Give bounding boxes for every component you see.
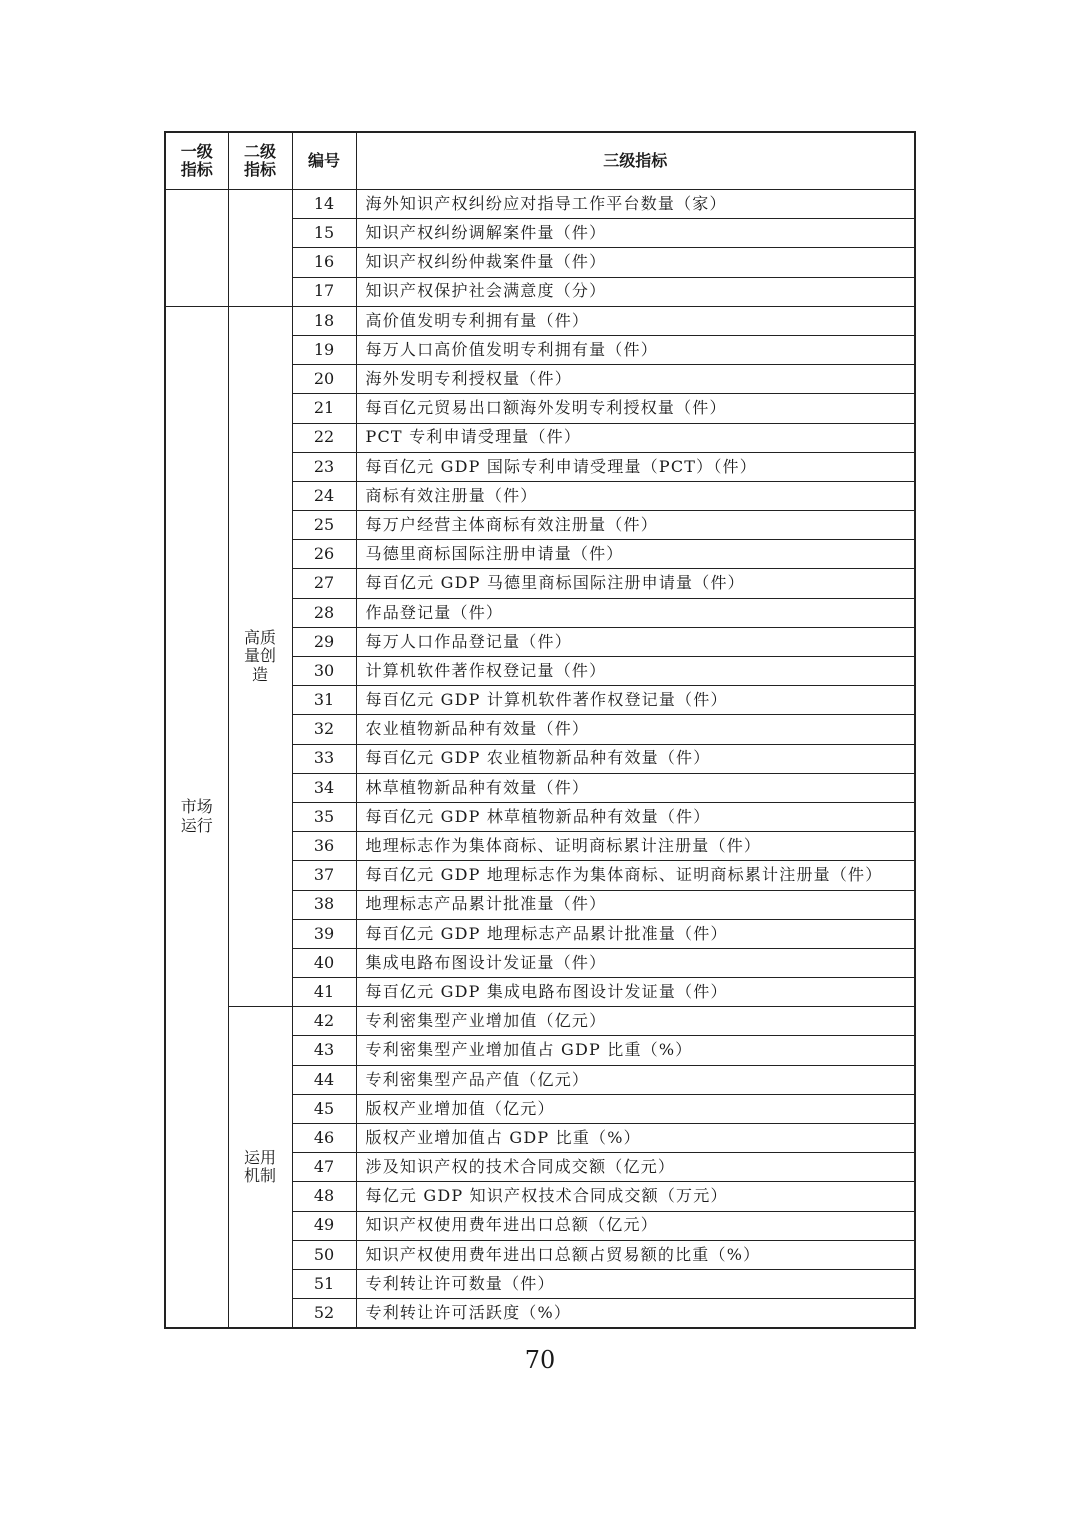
indicator-name: 马德里商标国际注册申请量（件） <box>356 540 915 569</box>
indicator-name: 计算机软件著作权登记量（件） <box>356 657 915 686</box>
indicator-name: 每百亿元 GDP 集成电路布图设计发证量（件） <box>356 978 915 1007</box>
indicator-name: 专利密集型产业增加值占 GDP 比重（%） <box>356 1036 915 1065</box>
indicator-name: 每亿元 GDP 知识产权技术合同成交额（万元） <box>356 1182 915 1211</box>
row-number: 33 <box>292 744 356 773</box>
indicator-name: 海外发明专利授权量（件） <box>356 365 915 394</box>
row-number: 51 <box>292 1269 356 1298</box>
header-level1: 一级指标 <box>165 132 228 190</box>
table-row <box>165 190 915 219</box>
indicator-table <box>164 131 916 1329</box>
row-number: 16 <box>292 248 356 277</box>
row-number: 35 <box>292 802 356 831</box>
indicator-name: 林草植物新品种有效量（件） <box>356 773 915 802</box>
row-number: 39 <box>292 919 356 948</box>
row-number: 34 <box>292 773 356 802</box>
row-number: 32 <box>292 715 356 744</box>
row-number: 47 <box>292 1153 356 1182</box>
indicator-name: 每百亿元 GDP 马德里商标国际注册申请量（件） <box>356 569 915 598</box>
row-number: 27 <box>292 569 356 598</box>
row-number: 22 <box>292 423 356 452</box>
row-number: 29 <box>292 627 356 656</box>
row-number: 14 <box>292 190 356 219</box>
indicator-name: 每万人口高价值发明专利拥有量（件） <box>356 335 915 364</box>
indicator-name: 地理标志产品累计批准量（件） <box>356 890 915 919</box>
level1-group-cell: 市场运行 <box>165 306 228 1328</box>
row-number: 36 <box>292 832 356 861</box>
row-number: 31 <box>292 686 356 715</box>
row-number: 37 <box>292 861 356 890</box>
indicator-name: 知识产权纠纷仲裁案件量（件） <box>356 248 915 277</box>
table-row <box>165 306 915 335</box>
table-header <box>165 132 915 190</box>
indicator-name: 每百亿元贸易出口额海外发明专利授权量（件） <box>356 394 915 423</box>
indicator-name: 高价值发明专利拥有量（件） <box>356 306 915 335</box>
row-number: 40 <box>292 948 356 977</box>
indicator-name: 海外知识产权纠纷应对指导工作平台数量（家） <box>356 190 915 219</box>
row-number: 23 <box>292 452 356 481</box>
level2-group-cell: 高质量创造 <box>228 306 292 1007</box>
row-number: 19 <box>292 335 356 364</box>
level2-group-cell: 运用机制 <box>228 1007 292 1328</box>
row-number: 49 <box>292 1211 356 1240</box>
indicator-name: 商标有效注册量（件） <box>356 481 915 510</box>
indicator-name: 专利转让许可活跃度（%） <box>356 1299 915 1328</box>
indicator-name: 每百亿元 GDP 地理标志作为集体商标、证明商标累计注册量（件） <box>356 861 915 890</box>
indicator-name: 知识产权使用费年进出口总额（亿元） <box>356 1211 915 1240</box>
indicator-name: 知识产权纠纷调解案件量（件） <box>356 219 915 248</box>
indicator-name: 知识产权保护社会满意度（分） <box>356 277 915 306</box>
row-number: 28 <box>292 598 356 627</box>
row-number: 21 <box>292 394 356 423</box>
row-number: 52 <box>292 1299 356 1328</box>
indicator-name: 每百亿元 GDP 地理标志产品累计批准量（件） <box>356 919 915 948</box>
row-number: 24 <box>292 481 356 510</box>
indicator-name: 专利转让许可数量（件） <box>356 1269 915 1298</box>
row-number: 20 <box>292 365 356 394</box>
row-number: 50 <box>292 1240 356 1269</box>
level1-group-cell <box>165 190 228 307</box>
indicator-name: 专利密集型产品产值（亿元） <box>356 1065 915 1094</box>
row-number: 44 <box>292 1065 356 1094</box>
row-number: 45 <box>292 1094 356 1123</box>
page-number: 70 <box>524 1346 556 1374</box>
row-number: 38 <box>292 890 356 919</box>
indicator-name: 作品登记量（件） <box>356 598 915 627</box>
row-number: 41 <box>292 978 356 1007</box>
row-number: 30 <box>292 657 356 686</box>
row-number: 46 <box>292 1124 356 1153</box>
header-level2: 二级指标 <box>228 132 292 190</box>
indicator-name: 每万户经营主体商标有效注册量（件） <box>356 511 915 540</box>
table-body <box>165 190 915 1328</box>
indicator-name: 版权产业增加值占 GDP 比重（%） <box>356 1124 915 1153</box>
indicator-name: 地理标志作为集体商标、证明商标累计注册量（件） <box>356 832 915 861</box>
header-number: 编号 <box>292 132 356 190</box>
level2-group-cell <box>228 190 292 307</box>
row-number: 43 <box>292 1036 356 1065</box>
row-number: 18 <box>292 306 356 335</box>
row-number: 17 <box>292 277 356 306</box>
indicator-name: 每万人口作品登记量（件） <box>356 627 915 656</box>
indicator-name: 集成电路布图设计发证量（件） <box>356 948 915 977</box>
indicator-name: 农业植物新品种有效量（件） <box>356 715 915 744</box>
indicator-name: PCT 专利申请受理量（件） <box>356 423 915 452</box>
header-level3: 三级指标 <box>356 132 915 190</box>
indicator-name: 每百亿元 GDP 林草植物新品种有效量（件） <box>356 802 915 831</box>
indicator-name: 每百亿元 GDP 国际专利申请受理量（PCT）（件） <box>356 452 915 481</box>
indicator-name: 每百亿元 GDP 农业植物新品种有效量（件） <box>356 744 915 773</box>
row-number: 25 <box>292 511 356 540</box>
row-number: 15 <box>292 219 356 248</box>
indicator-name: 每百亿元 GDP 计算机软件著作权登记量（件） <box>356 686 915 715</box>
row-number: 26 <box>292 540 356 569</box>
indicator-name: 版权产业增加值（亿元） <box>356 1094 915 1123</box>
table-row <box>165 1007 915 1036</box>
row-number: 42 <box>292 1007 356 1036</box>
indicator-name: 专利密集型产业增加值（亿元） <box>356 1007 915 1036</box>
row-number: 48 <box>292 1182 356 1211</box>
indicator-name: 涉及知识产权的技术合同成交额（亿元） <box>356 1153 915 1182</box>
indicator-name: 知识产权使用费年进出口总额占贸易额的比重（%） <box>356 1240 915 1269</box>
